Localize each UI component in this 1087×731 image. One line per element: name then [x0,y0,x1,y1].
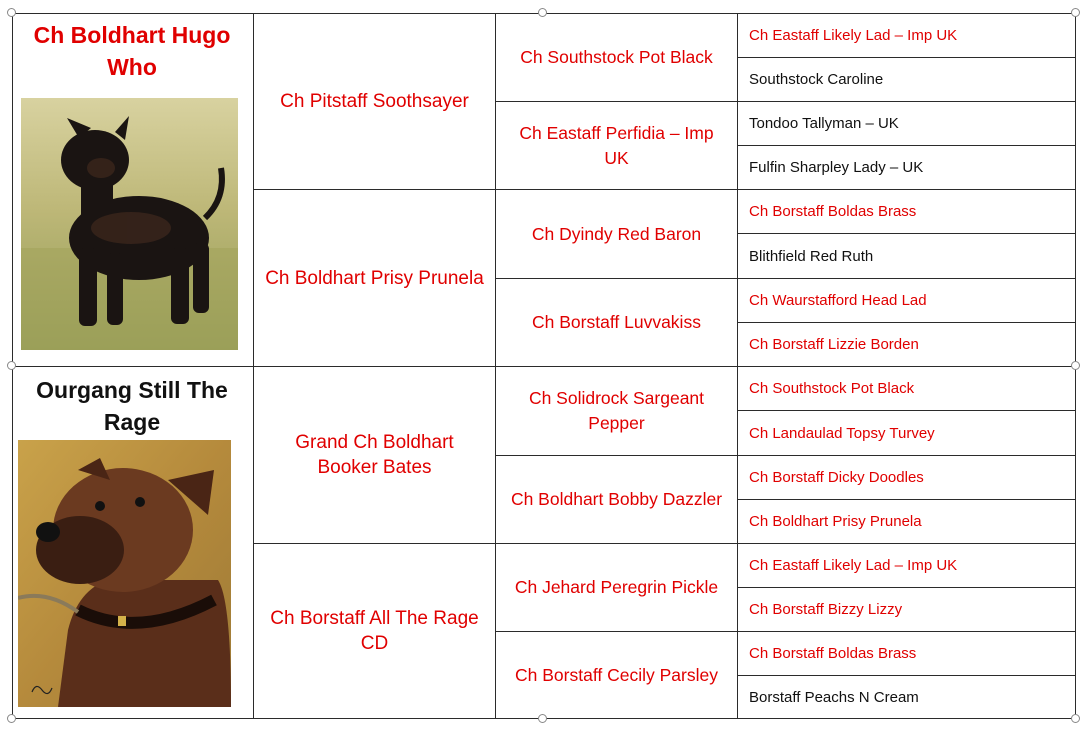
generation3-cell [496,632,737,718]
sire-mother-name: Ch Boldhart Prisy Prunela [265,267,484,289]
generation3-cell [496,190,737,278]
resize-handle-bottom-center[interactable] [538,714,547,723]
resize-handle-middle-left[interactable] [7,361,16,370]
resize-handle-top-left[interactable] [7,8,16,17]
ancestor-name: Ch Eastaff Likely Lad – Imp UK [749,27,958,44]
grandparent-name: Ch Solidrock Sargeant Pepper [528,388,705,433]
ancestor-cell [738,102,1075,145]
ancestor-name: Southstock Caroline [749,71,884,88]
ancestor-name: Ch Boldhart Prisy Prunela [749,513,922,530]
grandparent-name: Ch Dyindy Red Baron [531,223,702,244]
sire-photo [21,98,238,350]
ancestor-cell [738,456,1075,499]
ancestor-cell [738,146,1075,189]
ancestor-cell [738,588,1075,631]
resize-handle-top-center[interactable] [538,8,547,17]
ancestor-name: Tondoo Tallyman – UK [749,115,899,132]
ancestor-cell [738,279,1075,322]
generation3-cell [496,367,737,455]
ancestor-name: Ch Borstaff Bizzy Lizzy [749,601,903,618]
ancestor-name: Ch Borstaff Lizzie Borden [749,336,919,353]
generation3-cell [496,102,737,189]
ancestor-cell [738,323,1075,366]
generation3-cell [496,279,737,366]
dam-mother-name: Ch Borstaff All The Rage CD [270,608,479,654]
dam-father-name: Grand Ch Boldhart Booker Bates [295,432,454,478]
ancestor-cell [738,632,1075,675]
sire-title: Ch Boldhart Hugo Who [33,22,231,80]
ancestor-name: Ch Waurstafford Head Lad [749,292,927,309]
sire-father-name: Ch Pitstaff Soothsayer [280,91,469,112]
ancestor-cell [738,14,1075,57]
grandparent-name: Ch Borstaff Cecily Parsley [515,664,718,685]
pedigree-table [12,13,1076,719]
grandparent-name: Ch Jehard Peregrin Pickle [514,577,719,597]
ancestor-cell [738,58,1075,101]
ancestor-cell [738,367,1075,410]
ancestor-cell [738,500,1075,543]
grandparent-name: Ch Southstock Pot Black [520,47,713,67]
ancestor-cell [738,411,1075,455]
ancestor-name: Ch Eastaff Likely Lad – Imp UK [749,557,958,574]
dam-photo [18,440,231,707]
ancestor-cell [738,190,1075,233]
ancestor-name: Ch Borstaff Dicky Doodles [749,469,924,486]
dam-mother-cell [254,544,495,718]
dam-father-cell [254,367,495,543]
ancestor-cell [738,676,1075,718]
ancestor-cell [738,544,1075,587]
ancestor-name: Borstaff Peachs N Cream [749,688,919,706]
ancestor-name: Blithfield Red Ruth [749,247,874,265]
ancestor-name: Ch Southstock Pot Black [749,380,915,397]
ancestor-name: Ch Borstaff Boldas Brass [749,645,917,662]
resize-handle-middle-right[interactable] [1071,361,1080,370]
grandparent-name: Ch Eastaff Perfidia – Imp UK [519,122,714,168]
ancestor-name: Ch Borstaff Boldas Brass [749,203,917,220]
resize-handle-bottom-left[interactable] [7,714,16,723]
generation3-cell [496,14,737,101]
grandparent-name: Ch Boldhart Bobby Dazzler [510,489,723,509]
grandparent-name: Ch Borstaff Luvvakiss [532,312,701,332]
ancestor-name: Fulfin Sharpley Lady – UK [749,159,924,176]
dam-title: Ourgang Still The Rage [36,377,228,435]
ancestor-name: Ch Landaulad Topsy Turvey [749,424,935,442]
generation3-cell [496,456,737,543]
ancestor-cell [738,234,1075,278]
resize-handle-bottom-right[interactable] [1071,714,1080,723]
generation3-cell [496,544,737,631]
sire-mother-cell [254,190,495,366]
resize-handle-top-right[interactable] [1071,8,1080,17]
sire-father-cell [254,14,495,189]
